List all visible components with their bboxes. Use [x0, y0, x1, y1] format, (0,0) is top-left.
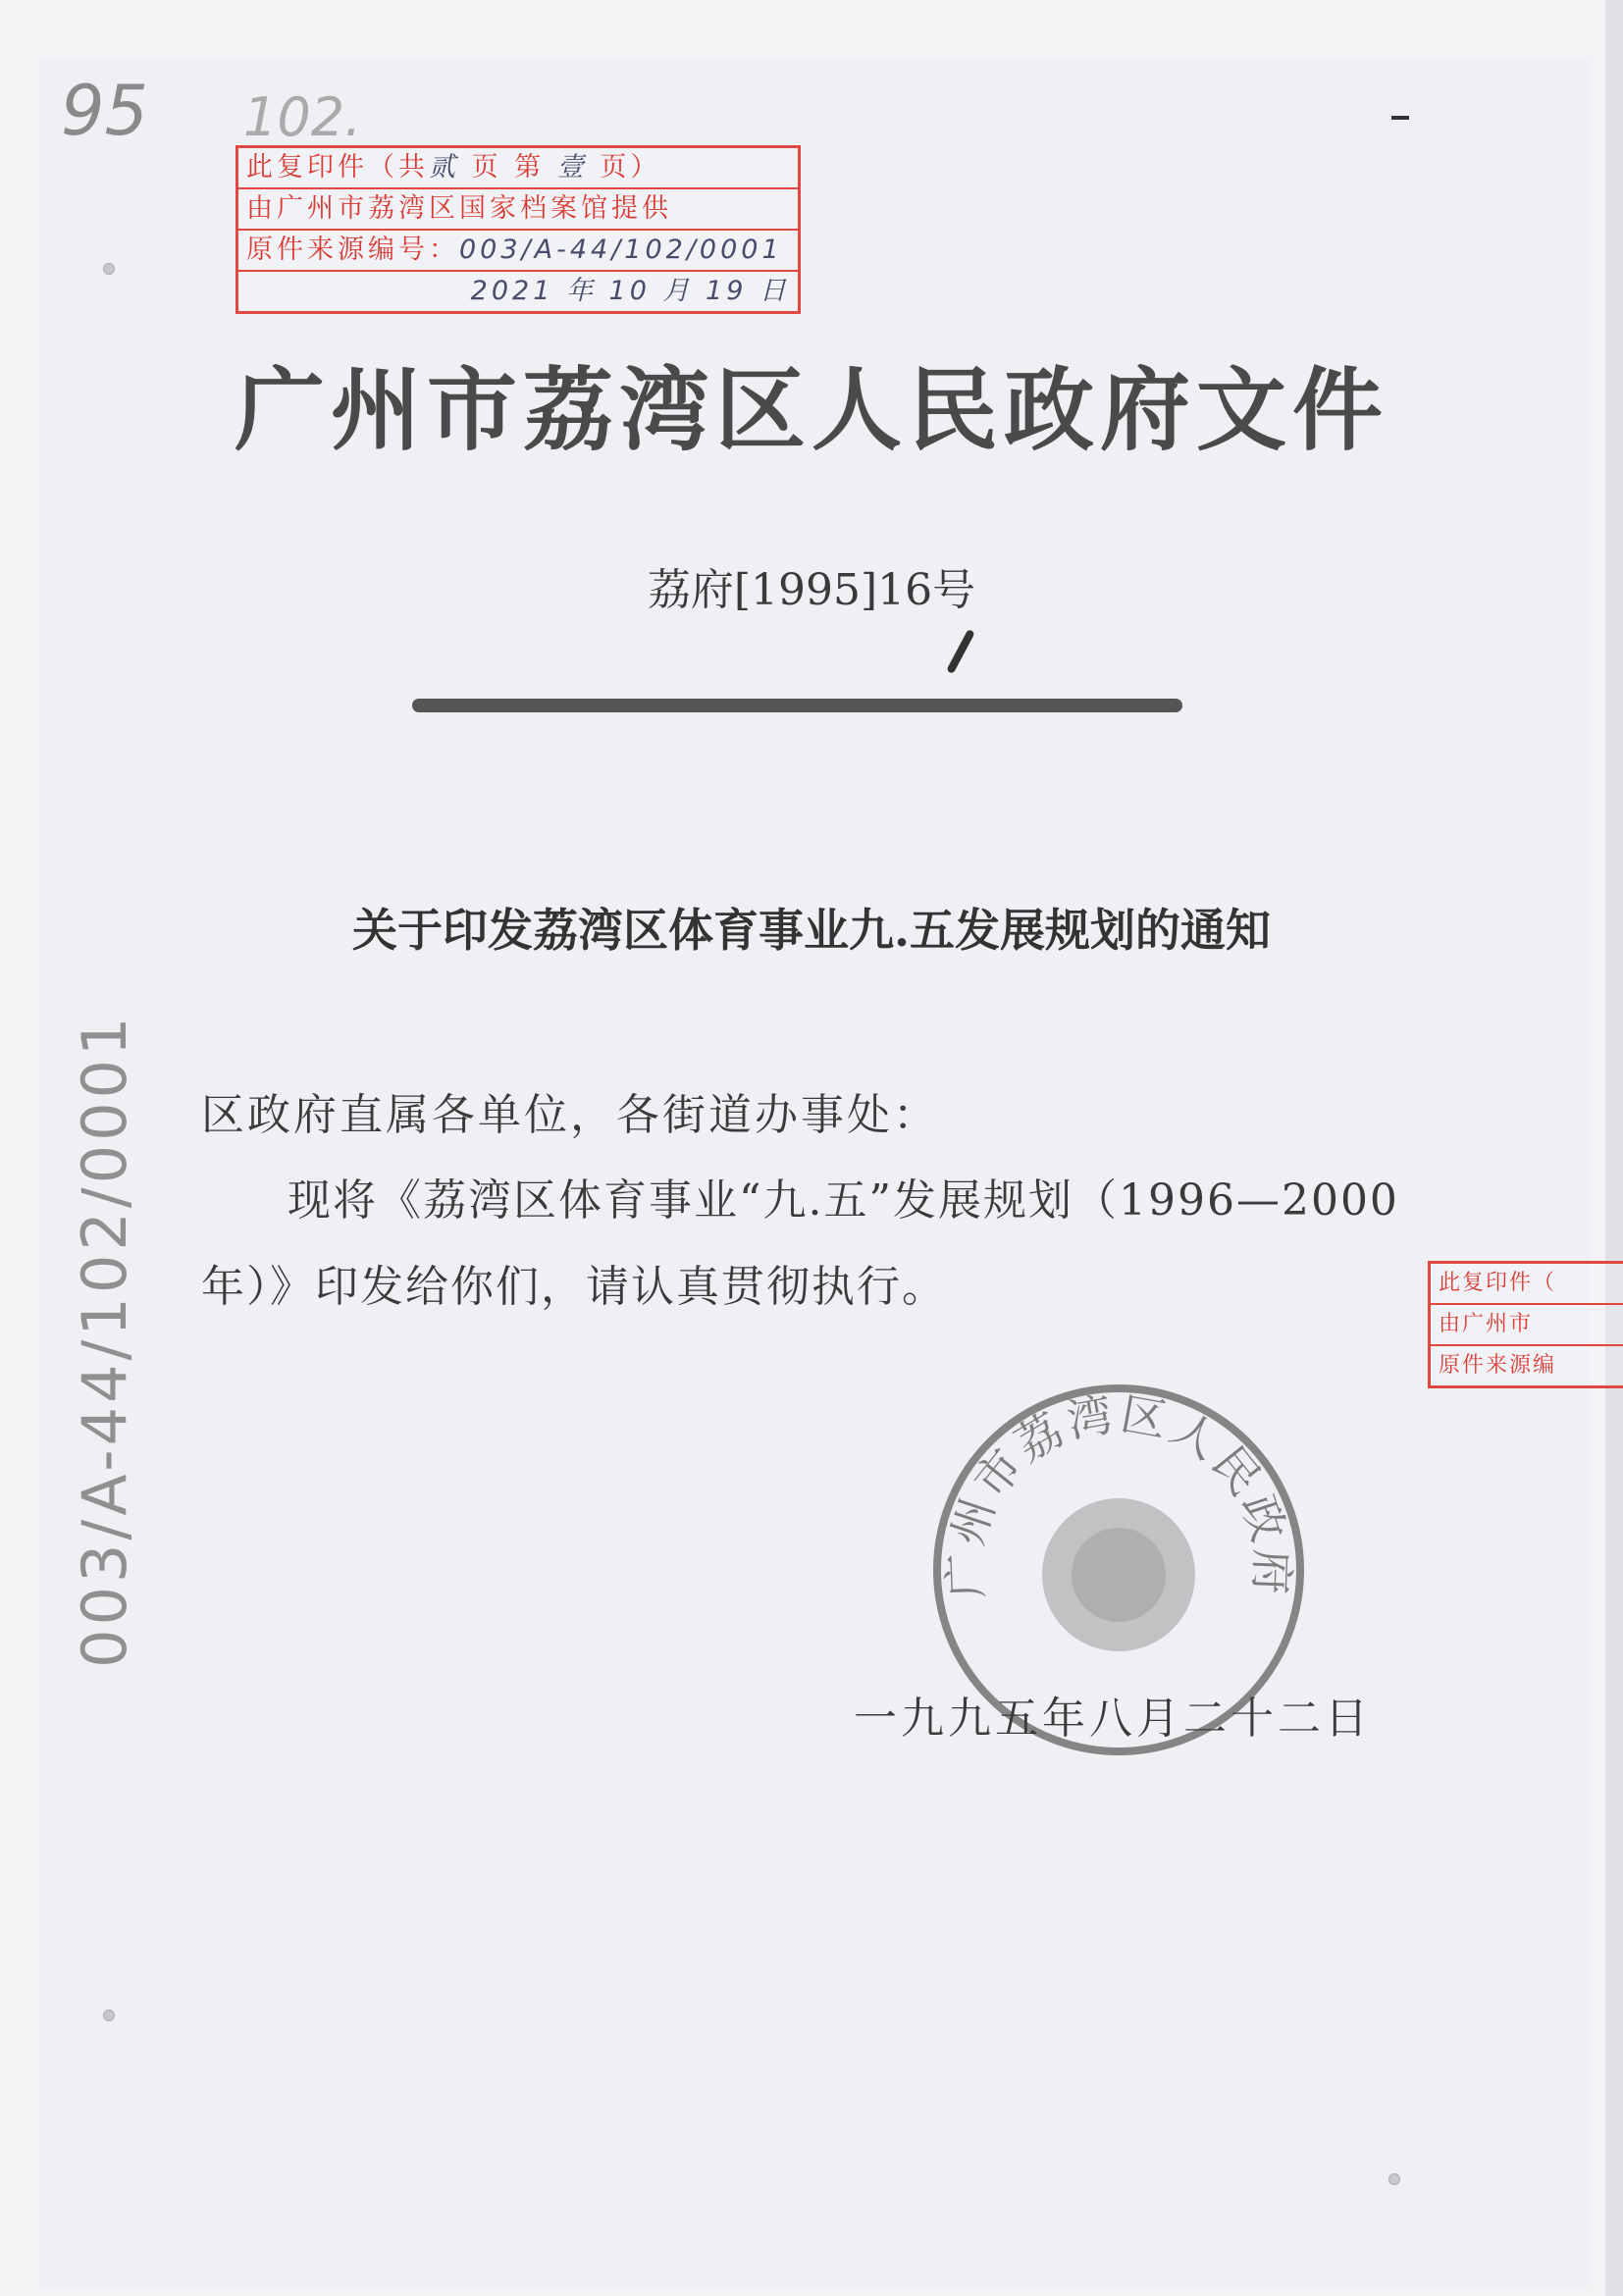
stamp-row-3: 原件来源编号：003/A-44/102/0001 [238, 231, 798, 272]
stamp-row-4: 2021 年 10 月 19 日 [470, 276, 790, 306]
emblem-inner [1072, 1528, 1166, 1622]
archive-stamp-right [1428, 1261, 1623, 1388]
stamp-right-row-2: 由广州市 [1431, 1305, 1623, 1346]
notice-body: 现将《荔湾区体育事业“九.五”发展规划（1996—2000年）》印发给你们，请认真贯彻执行。 [201, 1175, 1399, 1312]
punch-hole [103, 263, 115, 275]
seal-text: 广州市荔湾区人民政府 [938, 1386, 1299, 1599]
punch-hole [103, 2009, 115, 2021]
header-rule [412, 699, 1182, 712]
stamp-row-1: 此复印件（共贰 页 第 壹 页） [238, 148, 798, 189]
handwritten-mark-2: 102. [243, 86, 362, 148]
salutation: 区政府直属各单位，各街道办事处： [201, 1090, 939, 1140]
issue-date: 一九九五年八月二十二日 [854, 1694, 1372, 1744]
archive-stamp [236, 145, 801, 314]
notice-subject: 关于印发荔湾区体育事业九.五发展规划的通知 [351, 904, 1271, 957]
document-title: 广州市荔湾区人民政府文件 [234, 357, 1388, 463]
handwritten-reference: 003/A-44/102/0001 [69, 1013, 140, 1668]
punch-hole [1388, 2173, 1400, 2185]
handwritten-mark: 95 [61, 71, 149, 151]
mark-dash [1391, 116, 1409, 120]
document-number: 荔府[1995]16号 [647, 565, 976, 615]
stamp-right-row-3: 原件来源编 [1439, 1353, 1557, 1378]
stamp-row-2: 由广州市荔湾区国家档案馆提供 [238, 189, 798, 231]
stamp-right-row-1: 此复印件（ [1431, 1264, 1623, 1305]
